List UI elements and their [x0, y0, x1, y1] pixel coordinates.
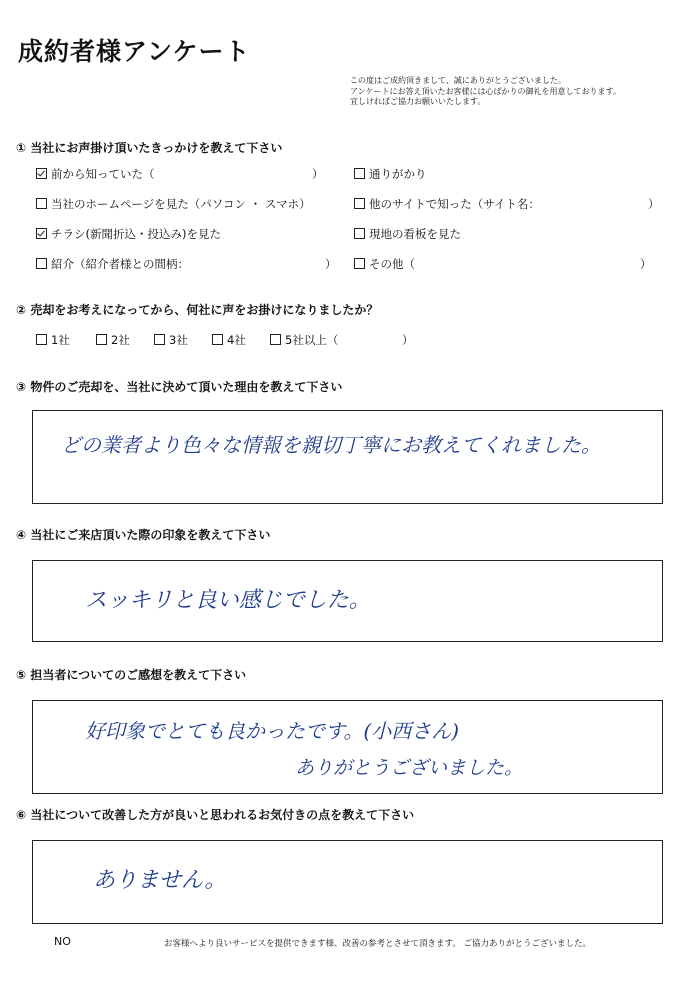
page-title: 成約者様アンケート: [18, 37, 251, 66]
q1-option-homepage[interactable]: 当社のホームページを見た（パソコン ・ スマホ）: [36, 196, 311, 212]
q5-answer-line-2: ありがとうございました。: [295, 757, 524, 779]
q2-option-2[interactable]: 2社: [96, 332, 130, 348]
q2-option-3[interactable]: 3社: [154, 332, 188, 348]
q1-option-other-site-close: ）: [648, 197, 660, 211]
question-5-title: ⑤ 担当者についてのご感想を教えて下さい: [16, 668, 247, 682]
q2-option-close: ）: [402, 333, 414, 347]
q1-option-referral[interactable]: 紹介（紹介者様との間柄：: [36, 256, 189, 272]
checkbox-icon[interactable]: [96, 334, 107, 345]
checkbox-icon[interactable]: [270, 334, 281, 345]
q1-option-other[interactable]: その他（: [354, 256, 415, 272]
q1-option-other-close: ）: [640, 257, 652, 271]
question-2-title: ② 売却をお考えになってから、何社に声をお掛けになりましたか？: [16, 303, 379, 317]
q2-option-4[interactable]: 4社: [212, 332, 246, 348]
q1-option-known-before-close: ）: [312, 167, 324, 181]
q2-option-1[interactable]: 1社: [36, 332, 70, 348]
question-6-title: ⑥ 当社について改善した方が良いと思われるお気付きの点を教えて下さい: [16, 808, 415, 822]
q1-option-referral-close: ）: [325, 257, 337, 271]
checkbox-icon[interactable]: [154, 334, 165, 345]
checkbox-icon[interactable]: [354, 228, 365, 239]
q1-option-other-site[interactable]: 他のサイトで知った（サイト名：: [354, 196, 540, 212]
q4-answer-text: スッキリと良い感じでした。: [85, 588, 371, 613]
checkbox-icon[interactable]: [36, 198, 47, 209]
intro-line: この度はご成約頂きまして、誠にありがとうございました。: [350, 76, 566, 85]
q1-option-flyer[interactable]: チラシ(新聞折込・投込み)を見た: [36, 226, 221, 242]
intro-line: 宜しければご協力お願いいたします。: [350, 97, 486, 106]
q3-answer-box[interactable]: [32, 410, 663, 504]
q5-answer-box[interactable]: [32, 700, 663, 794]
q1-option-signboard[interactable]: 現地の看板を見た: [354, 226, 461, 242]
checkbox-icon[interactable]: [212, 334, 223, 345]
q1-option-known-before[interactable]: 前から知っていた（: [36, 166, 155, 182]
q6-answer-box[interactable]: [32, 840, 663, 924]
q5-answer-line-1: 好印象でとても良かったです。(小西さん): [85, 719, 460, 743]
question-3-title: ③ 物件のご売却を、当社に決めて頂いた理由を教えて下さい: [16, 380, 343, 394]
q3-answer-text: どの業者より色々な情報を親切丁寧にお教えてくれました。: [61, 433, 601, 457]
checkbox-icon[interactable]: [36, 334, 47, 345]
footer-no-label: NO: [54, 935, 71, 948]
question-1-title: ① 当社にお声掛け頂いたきっかけを教えて下さい: [16, 141, 283, 155]
q4-answer-box[interactable]: [32, 560, 663, 642]
checkbox-icon[interactable]: [354, 168, 365, 179]
q6-answer-text: ありません。: [93, 868, 227, 893]
checkbox-icon[interactable]: [36, 258, 47, 269]
intro-line: アンケートにお答え頂いたお客様には心ばかりの御礼を用意しております。: [350, 86, 621, 96]
checkbox-icon[interactable]: [354, 258, 365, 269]
intro-message: [350, 76, 621, 108]
footer-note: お客様へより良いサービスを提供できます様、改善の参考とさせて頂きます。 ご協力ありがとうございました。: [164, 939, 592, 949]
q1-option-passing-by[interactable]: 通りがかり: [354, 166, 427, 182]
checkbox-icon[interactable]: [354, 198, 365, 209]
question-4-title: ④ 当社にご来店頂いた際の印象を教えて下さい: [16, 528, 271, 542]
checked-checkbox-icon[interactable]: [36, 228, 47, 239]
q2-option-5-plus[interactable]: 5社以上（: [270, 332, 338, 348]
checked-checkbox-icon[interactable]: [36, 168, 47, 179]
